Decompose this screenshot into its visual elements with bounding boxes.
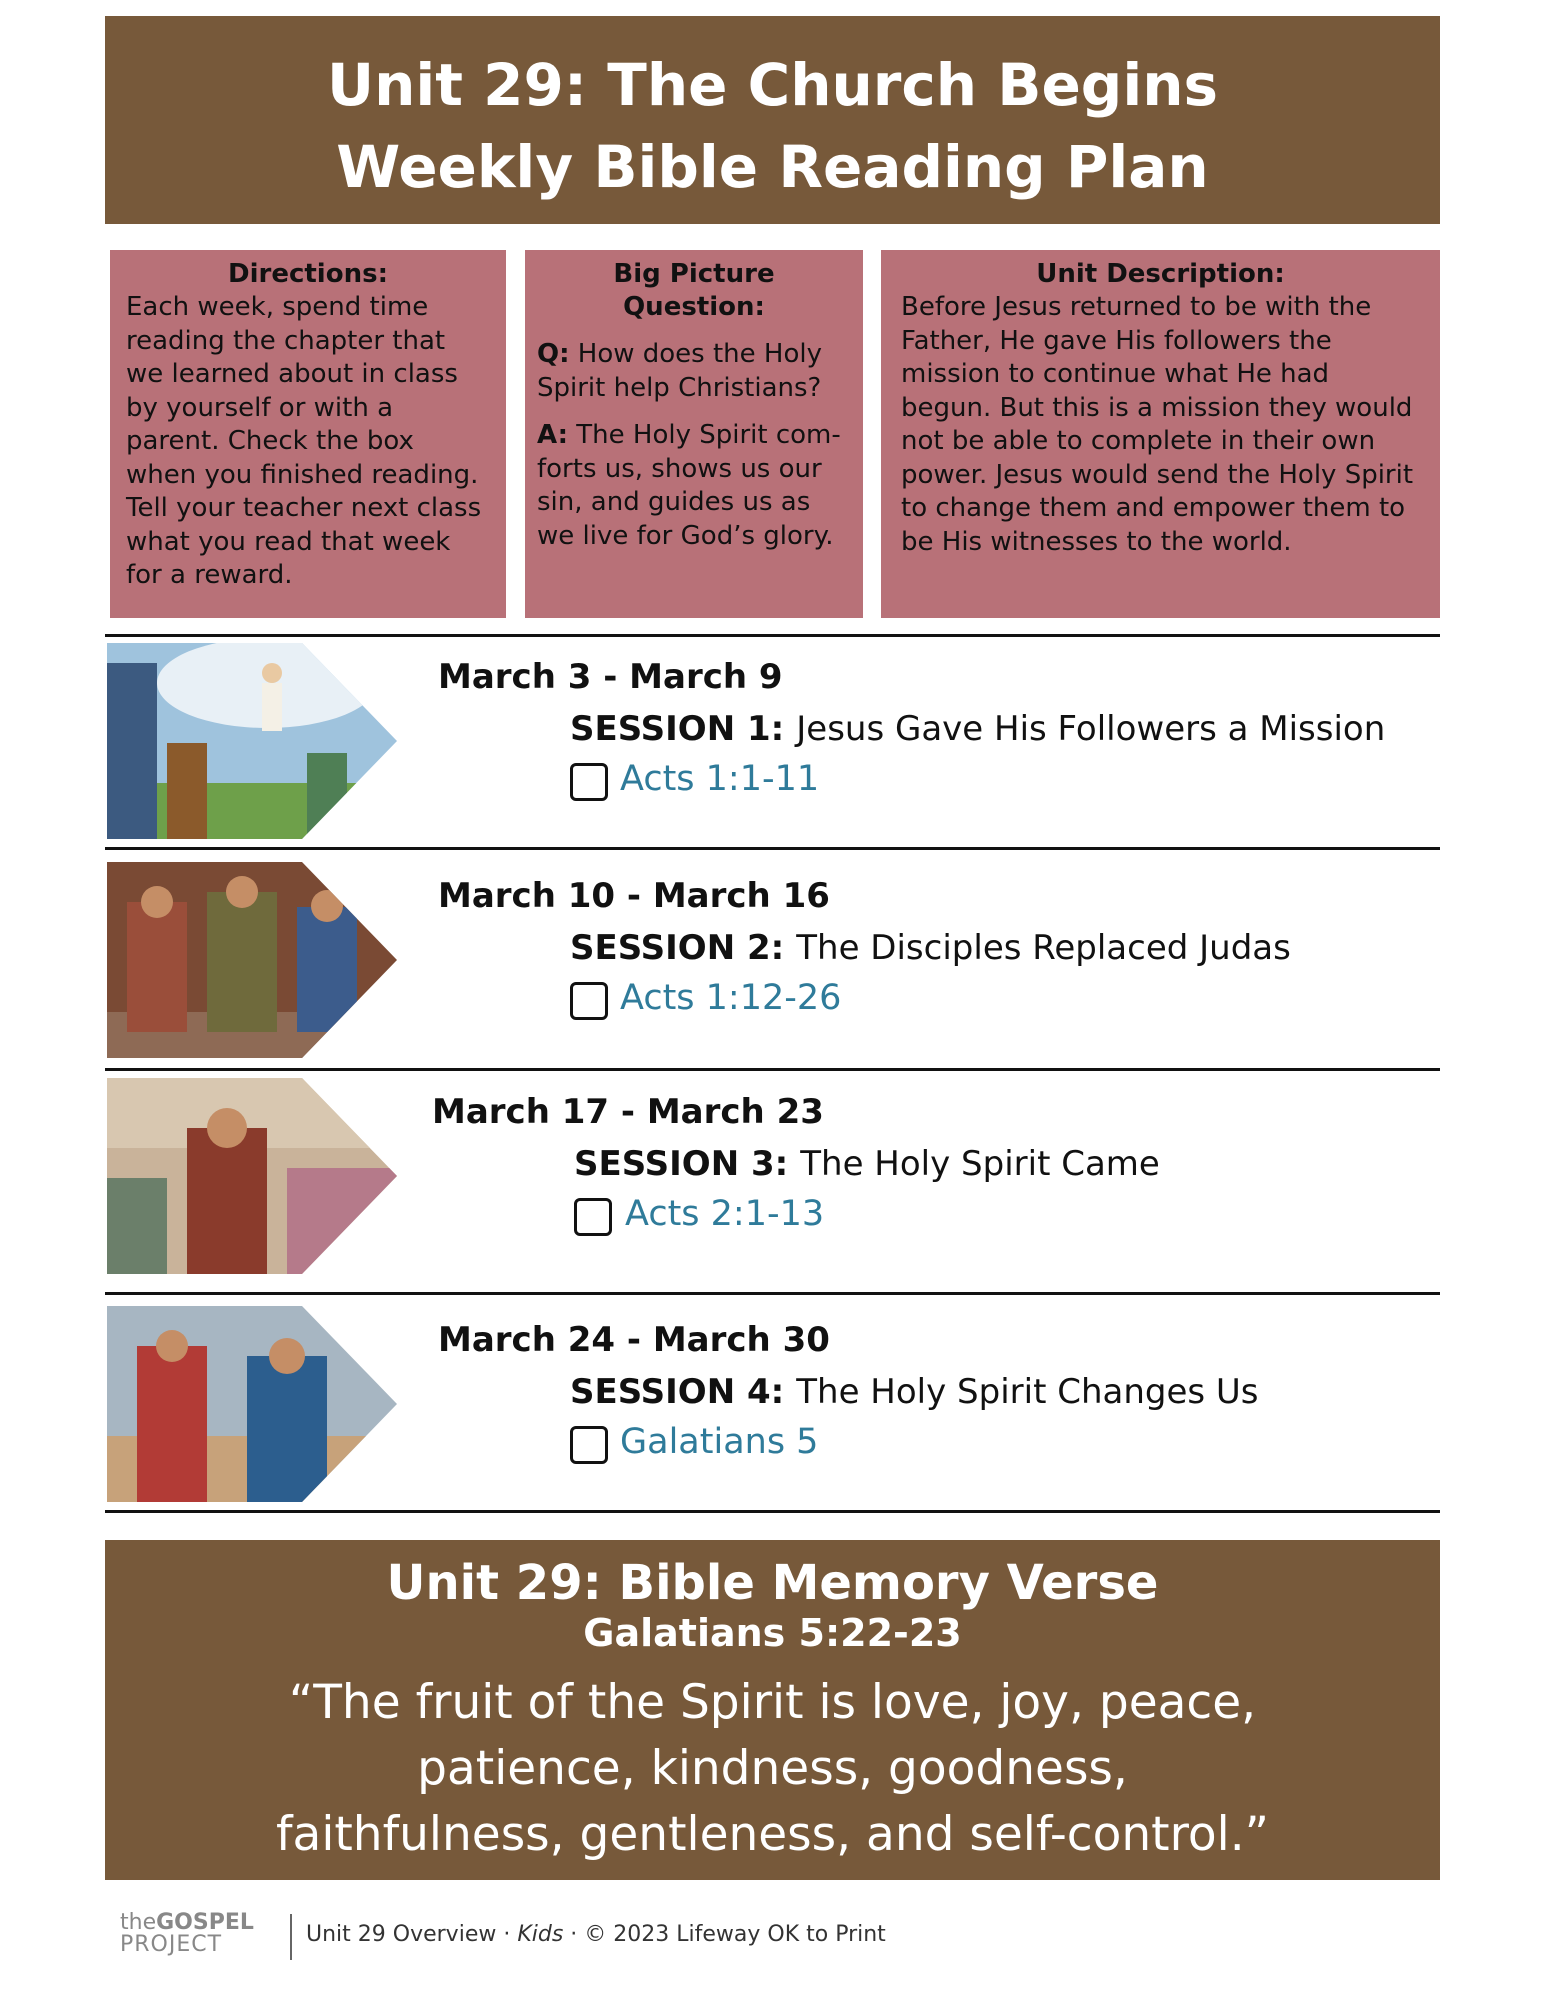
page-subtitle: Weekly Bible Reading Plan: [336, 133, 1209, 201]
footer-text-part1: Unit 29 Overview ·: [306, 1922, 518, 1947]
directions-body: Each week, spend time reading the chapter that we learned about in class by yourself or with a parent. Check the box when you finished reading. Tell your teacher next class what you read that week for a reward.: [126, 292, 482, 590]
session-1-label: SESSION 1:: [570, 709, 785, 749]
session-1-reference[interactable]: Acts 1:1-11: [620, 759, 820, 799]
answer-label: A:: [537, 420, 569, 450]
session-1-dates: March 3 - March 9: [438, 657, 783, 697]
big-picture-question: [537, 338, 851, 405]
session-3-checkbox[interactable]: [574, 1198, 612, 1236]
session-4-title: The Holy Spirit Changes Us: [796, 1372, 1259, 1412]
session-row-1: [105, 637, 1440, 837]
session-row-2: [105, 856, 1440, 1056]
session-3-heading: [574, 1144, 1160, 1184]
directions-title: Directions:: [228, 259, 388, 289]
page-title: Unit 29: The Church Begins: [326, 51, 1219, 119]
memory-verse-line-1: “The fruit of the Spirit is love, joy, peace,: [288, 1675, 1257, 1730]
session-1-illustration: [107, 643, 397, 839]
session-4-checkbox[interactable]: [570, 1426, 608, 1464]
session-4-dates: March 24 - March 30: [438, 1320, 830, 1360]
divider-line: [105, 1510, 1440, 1513]
logo-gospel: GOSPEL: [156, 1910, 254, 1935]
session-3-label: SESSION 3:: [574, 1144, 789, 1184]
footer-text-kids: Kids: [517, 1922, 564, 1947]
session-row-4: [105, 1300, 1440, 1500]
footer-text-part2: · © 2023 Lifeway OK to Print: [563, 1922, 886, 1947]
session-2-checkbox[interactable]: [570, 982, 608, 1020]
session-3-title: The Holy Spirit Came: [800, 1144, 1160, 1184]
logo-the: the: [120, 1910, 157, 1935]
big-picture-title-line2: Question:: [623, 292, 765, 322]
directions-box: [110, 250, 506, 618]
session-1-heading: [570, 709, 1385, 749]
footer-divider: [290, 1914, 292, 1960]
session-1-title: Jesus Gave His Followers a Mission: [796, 709, 1386, 749]
big-picture-title-line1: Big Picture: [613, 259, 775, 289]
memory-verse-banner: [105, 1540, 1440, 1880]
session-2-illustration: [107, 862, 397, 1058]
unit-description-body: Before Jesus returned to be with the Father, He gave His followers the mission to continue what He had begun. But this is a mission they would not be able to complete in their own power. Jesus would send the Holy Spirit to change them and empower them to be His witnesses to the world.: [901, 292, 1414, 557]
header-banner: [105, 16, 1440, 224]
session-4-heading: [570, 1372, 1259, 1412]
gospel-project-logo: [118, 1910, 278, 1960]
big-picture-answer: [537, 419, 851, 553]
session-3-illustration: [107, 1078, 397, 1274]
session-2-title: The Disciples Replaced Judas: [796, 928, 1291, 968]
session-4-illustration: [107, 1306, 397, 1502]
question-label: Q:: [537, 339, 570, 369]
answer-text: The Holy Spirit com- forts us, shows us our sin, and guides us as we live for God’s glory.: [537, 420, 841, 551]
unit-description-box: [881, 250, 1440, 618]
session-2-heading: [570, 928, 1291, 968]
divider-line: [105, 1292, 1440, 1295]
big-picture-box: [525, 250, 863, 618]
session-2-dates: March 10 - March 16: [438, 876, 830, 916]
session-3-reference[interactable]: Acts 2:1-13: [625, 1194, 825, 1234]
memory-verse-reference: Galatians 5:22-23: [583, 1611, 962, 1655]
memory-verse-title: Unit 29: Bible Memory Verse: [386, 1555, 1159, 1611]
memory-verse-line-3: faithfulness, gentleness, and self-control.”: [275, 1807, 1270, 1862]
session-4-reference[interactable]: Galatians 5: [620, 1422, 819, 1462]
divider-line: [105, 1068, 1440, 1071]
logo-project: PROJECT: [120, 1932, 223, 1957]
footer: [118, 1910, 1318, 1960]
memory-verse-line-2: patience, kindness, goodness,: [417, 1741, 1128, 1796]
unit-description-title: Unit Description:: [1036, 259, 1285, 289]
session-2-reference[interactable]: Acts 1:12-26: [620, 978, 842, 1018]
question-text: How does the Holy Spirit help Christians?: [537, 339, 822, 403]
divider-line: [105, 847, 1440, 850]
session-3-dates: March 17 - March 23: [432, 1092, 824, 1132]
session-2-label: SESSION 2:: [570, 928, 785, 968]
footer-text: [306, 1922, 886, 1947]
memory-verse-text: [145, 1670, 1400, 1868]
session-1-checkbox[interactable]: [570, 763, 608, 801]
session-row-3: [105, 1072, 1440, 1272]
session-4-label: SESSION 4:: [570, 1372, 785, 1412]
